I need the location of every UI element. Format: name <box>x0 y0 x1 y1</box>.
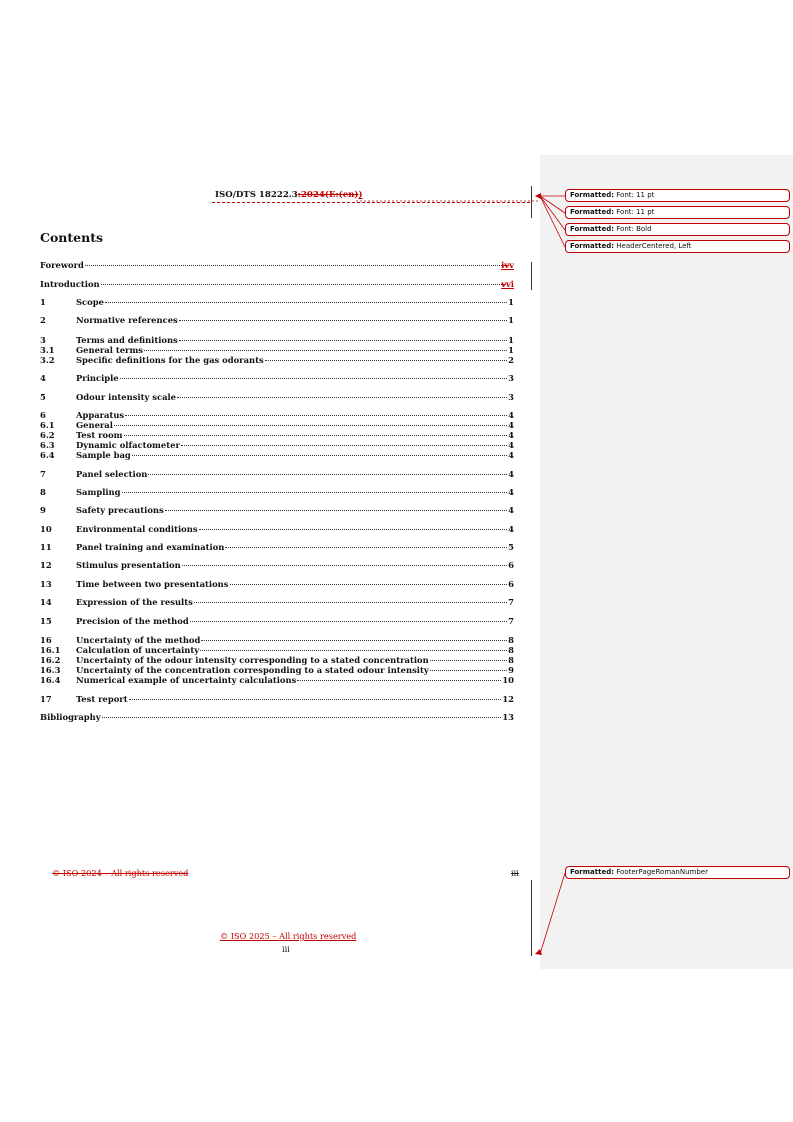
toc-leader-dots <box>129 699 502 700</box>
toc-leader-dots <box>148 474 507 475</box>
toc-entry[interactable] <box>40 420 514 430</box>
toc-entry-number: 10 <box>40 524 52 534</box>
toc-leader-dots <box>102 717 502 718</box>
toc-entry[interactable] <box>40 297 514 307</box>
toc-entry[interactable] <box>40 355 514 365</box>
toc-entry-page: 2 <box>508 355 514 365</box>
toc-entry[interactable] <box>40 665 514 675</box>
toc-entry-number: 16.1 <box>40 645 61 655</box>
toc-leader-dots <box>181 445 507 446</box>
contents-title: Contents <box>40 230 104 245</box>
toc-entry-label: Uncertainty of the concentration corresponding to a stated odour intensity <box>76 665 429 675</box>
toc-entry-label: Dynamic olfactometer <box>76 440 180 450</box>
toc-entry[interactable] <box>40 345 514 355</box>
toc-entry-number: 3.2 <box>40 355 55 365</box>
toc-entry-page: 8 <box>508 645 514 655</box>
toc-entry[interactable] <box>40 645 514 655</box>
toc-entry[interactable] <box>40 410 514 420</box>
toc-entry-number: 1 <box>40 297 46 307</box>
toc-entry-number: 6.4 <box>40 450 55 460</box>
toc-entry-page: 9 <box>508 665 514 675</box>
toc-entry-page: 5 <box>508 542 514 552</box>
toc-leader-dots <box>199 529 508 530</box>
toc-entry-page: 4 <box>508 487 514 497</box>
toc-leader-dots <box>200 650 507 651</box>
toc-entry-number: 16.2 <box>40 655 61 665</box>
toc-entry-number: 6 <box>40 410 46 420</box>
toc-entry-page: 6 <box>508 560 514 570</box>
toc-leader-dots <box>124 435 508 436</box>
toc-entry-page: 8 <box>508 635 514 645</box>
toc-leader-dots <box>125 415 507 416</box>
toc-entry-number: 16 <box>40 635 52 645</box>
toc-entry-number: 3.1 <box>40 345 55 355</box>
toc-entry-number: 9 <box>40 505 46 515</box>
toc-entry-number: 15 <box>40 616 52 626</box>
toc-entry-page: 4 <box>508 430 514 440</box>
comment-bubble[interactable]: Formatted: HeaderCentered, Left <box>565 240 790 253</box>
comment-bubble[interactable]: Formatted: Font: Bold <box>565 223 790 236</box>
toc-leader-dots <box>297 680 501 681</box>
toc-entry[interactable] <box>40 616 514 626</box>
toc-entry-number: 8 <box>40 487 46 497</box>
toc-entry-number: 16.4 <box>40 675 61 685</box>
toc-entry-label: Principle <box>76 373 119 383</box>
toc-leader-dots <box>122 492 508 493</box>
toc-entry[interactable] <box>40 524 514 534</box>
toc-entry[interactable] <box>40 560 514 570</box>
toc-entry-label: Apparatus <box>76 410 125 420</box>
toc-entry[interactable] <box>40 469 514 479</box>
toc-entry-label: Terms and definitions <box>76 335 178 345</box>
toc-entry-page: ivv <box>501 260 514 270</box>
toc-entry-page: 4 <box>508 450 514 460</box>
toc-entry-page: 8 <box>508 655 514 665</box>
toc-entry-number: 11 <box>40 542 52 552</box>
toc-entry-number: 3 <box>40 335 46 345</box>
toc-leader-dots <box>177 397 507 398</box>
toc-entry-number: 7 <box>40 469 46 479</box>
toc-entry-label: Precision of the method <box>76 616 189 626</box>
toc-leader-dots <box>179 340 507 341</box>
toc-leader-dots <box>132 455 507 456</box>
toc-entry-number: 12 <box>40 560 52 570</box>
footer-page-number: iii <box>282 944 290 954</box>
toc-leader-dots <box>430 660 507 661</box>
toc-entry-number: 13 <box>40 579 52 589</box>
toc-entry-label: Test report <box>76 694 128 704</box>
toc-entry[interactable] <box>40 505 514 515</box>
toc-entry-label: Foreword <box>40 260 84 270</box>
toc-entry-number: 4 <box>40 373 46 383</box>
toc-entry-page: 1 <box>508 315 514 325</box>
change-bar <box>531 262 532 290</box>
footer-new-copyright: © ISO 2025 – All rights reserved <box>220 931 357 941</box>
toc-entry[interactable] <box>40 579 514 589</box>
toc-entry-page: 13 <box>502 712 514 722</box>
toc-entry-page: 4 <box>508 469 514 479</box>
toc-entry[interactable] <box>40 392 514 402</box>
toc-entry-label: Scope <box>76 297 104 307</box>
toc-entry[interactable] <box>40 597 514 607</box>
toc-entry[interactable] <box>40 335 514 345</box>
footer-old-copyright: © ISO 2024 – All rights reserved <box>52 868 189 878</box>
toc-entry-label: Sampling <box>76 487 121 497</box>
toc-entry-page: 1 <box>508 335 514 345</box>
toc-entry[interactable] <box>40 635 514 645</box>
toc-entry-number: 2 <box>40 315 46 325</box>
toc-entry-page: 12 <box>502 694 514 704</box>
toc-entry-page: 7 <box>508 597 514 607</box>
toc-entry-page: 10 <box>502 675 514 685</box>
toc-entry-number: 6.2 <box>40 430 55 440</box>
toc-entry-label: Numerical example of uncertainty calculations <box>76 675 297 685</box>
toc-entry-number: 5 <box>40 392 46 402</box>
toc-entry[interactable] <box>40 675 514 685</box>
toc-entry[interactable] <box>40 279 514 289</box>
comment-bubble[interactable]: Formatted: FooterPageRomanNumber <box>565 866 790 879</box>
toc-entry[interactable] <box>40 487 514 497</box>
toc-entry-page: vvi <box>501 279 514 289</box>
toc-entry-label: Stimulus presentation <box>76 560 181 570</box>
toc-entry[interactable] <box>40 542 514 552</box>
header-deleted-text: :2024(E:(en) <box>297 190 359 200</box>
toc-entry[interactable] <box>40 440 514 450</box>
toc-leader-dots <box>230 584 508 585</box>
toc-leader-dots <box>201 640 507 641</box>
toc-entry-number: 14 <box>40 597 52 607</box>
toc-leader-dots <box>105 302 507 303</box>
toc-entry-label: Uncertainty of the odour intensity corresponding to a stated concentration <box>76 655 429 665</box>
toc-entry-label: Specific definitions for the gas odorants <box>76 355 264 365</box>
toc-entry[interactable] <box>40 694 514 704</box>
header-doc-id: ISO/DTS 18222.3 <box>215 190 298 200</box>
toc-entry-label: Panel selection <box>76 469 148 479</box>
toc-entry-number: 6.3 <box>40 440 55 450</box>
toc-entry-label: Bibliography <box>40 712 101 722</box>
toc-entry[interactable] <box>40 450 514 460</box>
toc-entry-label: Time between two presentations <box>76 579 229 589</box>
toc-entry-page: 4 <box>508 524 514 534</box>
toc-leader-dots <box>182 565 507 566</box>
toc-leader-dots <box>101 284 500 285</box>
toc-entry-number: 6.1 <box>40 420 55 430</box>
change-bar <box>531 186 532 218</box>
toc-entry-label: Expression of the results <box>76 597 193 607</box>
toc-entry-label: Uncertainty of the method <box>76 635 201 645</box>
toc-entry-label: Introduction <box>40 279 100 289</box>
footer-old-page-number: iii <box>511 868 519 878</box>
toc-entry-page: 7 <box>508 616 514 626</box>
toc-entry[interactable] <box>40 260 514 270</box>
toc-entry[interactable] <box>40 373 514 383</box>
toc-entry-page: 4 <box>508 440 514 450</box>
toc-entry[interactable] <box>40 315 514 325</box>
toc-entry-page: 1 <box>508 345 514 355</box>
comment-bubble[interactable]: Formatted: Font: 11 pt <box>565 206 790 219</box>
toc-entry-number: 17 <box>40 694 52 704</box>
toc-entry-label: Sample bag <box>76 450 131 460</box>
page-header <box>215 190 363 200</box>
toc-entry-page: 6 <box>508 579 514 589</box>
toc-leader-dots <box>165 510 507 511</box>
toc-entry-label: Panel training and examination <box>76 542 225 552</box>
toc-leader-dots <box>190 621 507 622</box>
toc-leader-dots <box>114 425 507 426</box>
toc-leader-dots <box>225 547 507 548</box>
comment-margin <box>540 155 793 969</box>
toc-leader-dots <box>430 670 507 671</box>
toc-entry-label: General <box>76 420 113 430</box>
toc-leader-dots <box>194 602 507 603</box>
toc-entry-page: 3 <box>508 373 514 383</box>
toc-entry-label: Environmental conditions <box>76 524 198 534</box>
toc-entry-page: 4 <box>508 420 514 430</box>
comment-bubble[interactable]: Formatted: Font: 11 pt <box>565 189 790 202</box>
change-bar <box>531 880 532 956</box>
toc-entry-page: 4 <box>508 410 514 420</box>
toc-entry-number: 16.3 <box>40 665 61 675</box>
toc-leader-dots <box>85 265 500 266</box>
toc-entry-label: Calculation of uncertainty <box>76 645 200 655</box>
toc-leader-dots <box>265 360 507 361</box>
toc-entry-page: 1 <box>508 297 514 307</box>
header-revision-line <box>212 202 530 203</box>
toc-entry-label: Odour intensity scale <box>76 392 177 402</box>
toc-entry-label: General terms <box>76 345 144 355</box>
toc-entry[interactable] <box>40 712 514 722</box>
toc-entry-label: Normative references <box>76 315 178 325</box>
toc-entry[interactable] <box>40 655 514 665</box>
toc-entry-label: Test room <box>76 430 123 440</box>
toc-leader-dots <box>144 350 507 351</box>
toc-leader-dots <box>120 378 508 379</box>
toc-entry-label: Safety precautions <box>76 505 164 515</box>
toc-entry-page: 3 <box>508 392 514 402</box>
toc-leader-dots <box>179 320 507 321</box>
toc-entry[interactable] <box>40 430 514 440</box>
toc-entry-page: 4 <box>508 505 514 515</box>
header-inserted-text: ) <box>358 190 363 200</box>
